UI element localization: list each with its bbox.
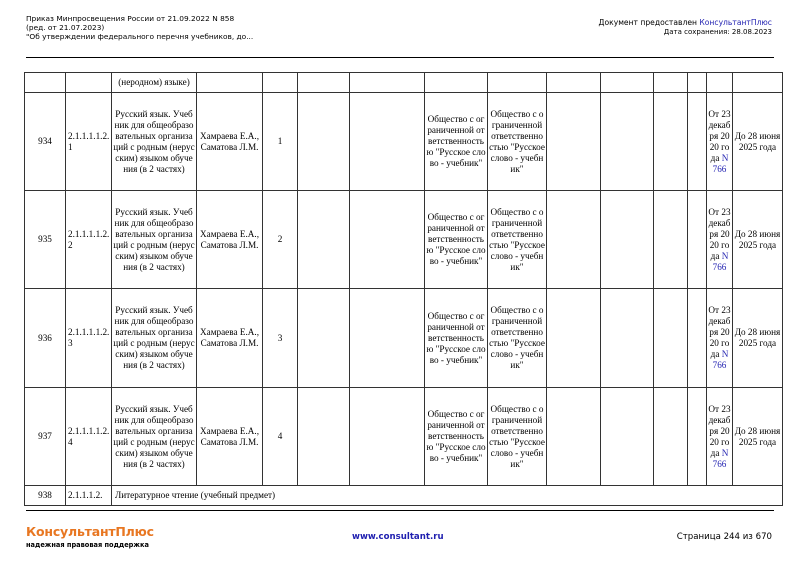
publisher-copyright: Общество с ограниченной ответственностью "Русское слово - учебник" — [488, 191, 547, 289]
authors: Хамраева Е.А., Саматова Л.М. — [197, 289, 263, 388]
section-title: Литературное чтение (учебный предмет) — [112, 486, 783, 506]
header-revision: (ред. от 21.07.2023) — [26, 23, 105, 32]
order-number-link[interactable]: N 766 — [712, 250, 729, 272]
save-date: Дата сохранения: 28.08.2023 — [663, 27, 772, 36]
header-divider — [26, 57, 774, 58]
row-number: 934 — [25, 93, 66, 191]
table-row — [25, 191, 783, 289]
textbook-title: Русский язык. Учебник для общеобразовательных организаций с родным (нерусским) языком обучения (в 2 частях) — [112, 93, 197, 191]
order-number-link[interactable]: N 766 — [712, 447, 729, 469]
footer-divider — [26, 510, 774, 511]
order-cell — [707, 289, 733, 388]
footer-website-link[interactable]: www.consultant.ru — [352, 532, 444, 542]
document-header-info — [26, 14, 253, 41]
authors: Хамраева Е.А., Саматова Л.М. — [197, 93, 263, 191]
grade: 1 — [263, 93, 298, 191]
textbook-title: Русский язык. Учебник для общеобразовательных организаций с родным (нерусским) языком обучения (в 2 частях) — [112, 289, 197, 388]
footer-brand-logo: КонсультантПлюс — [26, 524, 154, 539]
row-code: 2.1.1.1.1.2.3 — [66, 289, 112, 388]
grade: 4 — [263, 388, 298, 486]
row-code: 2.1.1.1.1.2.2 — [66, 191, 112, 289]
provider-brand-link[interactable]: КонсультантПлюс — [699, 18, 772, 27]
publisher: Общество с ограниченной ответственностью "Русское слово - учебник" — [425, 289, 488, 388]
order-cell — [707, 191, 733, 289]
row-number: 935 — [25, 191, 66, 289]
grade: 3 — [263, 289, 298, 388]
textbook-title: Русский язык. Учебник для общеобразовательных организаций с родным (нерусским) языком обучения (в 2 частях) — [112, 388, 197, 486]
order-cell — [707, 388, 733, 486]
order-date: От 23 декабря 2020 года — [708, 403, 731, 458]
publisher: Общество с ограниченной ответственностью "Русское слово - учебник" — [425, 388, 488, 486]
page-counter: Страница 244 из 670 — [676, 532, 772, 542]
table-row — [25, 289, 783, 388]
order-date: От 23 декабря 2020 года — [708, 305, 731, 359]
order-cell — [707, 93, 733, 191]
publisher: Общество с ограниченной ответственностью "Русское слово - учебник" — [425, 93, 488, 191]
row-number: 938 — [25, 486, 66, 506]
title-cell: (неродном) языке) — [112, 73, 197, 93]
textbook-list-table — [24, 72, 783, 506]
publisher-copyright: Общество с ограниченной ответственностью "Русское слово - учебник" — [488, 388, 547, 486]
authors: Хамраева Е.А., Саматова Л.М. — [197, 191, 263, 289]
table-row-continuation — [25, 73, 783, 93]
header-order-title: Приказ Минпросвещения России от 21.09.2022 N 858 — [26, 14, 235, 23]
valid-until: До 28 июня 2025 года — [733, 191, 783, 289]
document-provider-info — [599, 18, 772, 37]
footer-tagline: надежная правовая поддержка — [26, 541, 149, 549]
valid-until: До 28 июня 2025 года — [733, 388, 783, 486]
valid-until: До 28 июня 2025 года — [733, 289, 783, 388]
table-row — [25, 93, 783, 191]
grade: 2 — [263, 191, 298, 289]
provided-by-label: Документ предоставлен — [598, 18, 700, 27]
authors: Хамраева Е.А., Саматова Л.М. — [197, 388, 263, 486]
valid-until: До 28 июня 2025 года — [733, 93, 783, 191]
row-number: 936 — [25, 289, 66, 388]
table-row-section — [25, 486, 783, 506]
row-number: 937 — [25, 388, 66, 486]
order-date: От 23 декабря 2020 года — [708, 206, 731, 261]
textbook-title: Русский язык. Учебник для общеобразовательных организаций с родным (нерусским) языком обучения (в 2 частях) — [112, 191, 197, 289]
publisher-copyright: Общество с ограниченной ответственностью "Русское слово - учебник" — [488, 93, 547, 191]
row-code: 2.1.1.1.1.2.1 — [66, 93, 112, 191]
table-row — [25, 388, 783, 486]
order-number-link[interactable]: N 766 — [712, 152, 729, 174]
order-date: От 23 декабря 2020 года — [708, 108, 731, 163]
row-code: 2.1.1.1.1.2.4 — [66, 388, 112, 486]
order-number-link[interactable]: N 766 — [712, 349, 729, 370]
row-code: 2.1.1.1.2. — [66, 486, 112, 506]
publisher: Общество с ограниченной ответственностью "Русское слово - учебник" — [425, 191, 488, 289]
header-doc-subject: "Об утверждении федерального перечня учебников, до... — [26, 32, 254, 41]
publisher-copyright: Общество с ограниченной ответственностью "Русское слово - учебник" — [488, 289, 547, 388]
